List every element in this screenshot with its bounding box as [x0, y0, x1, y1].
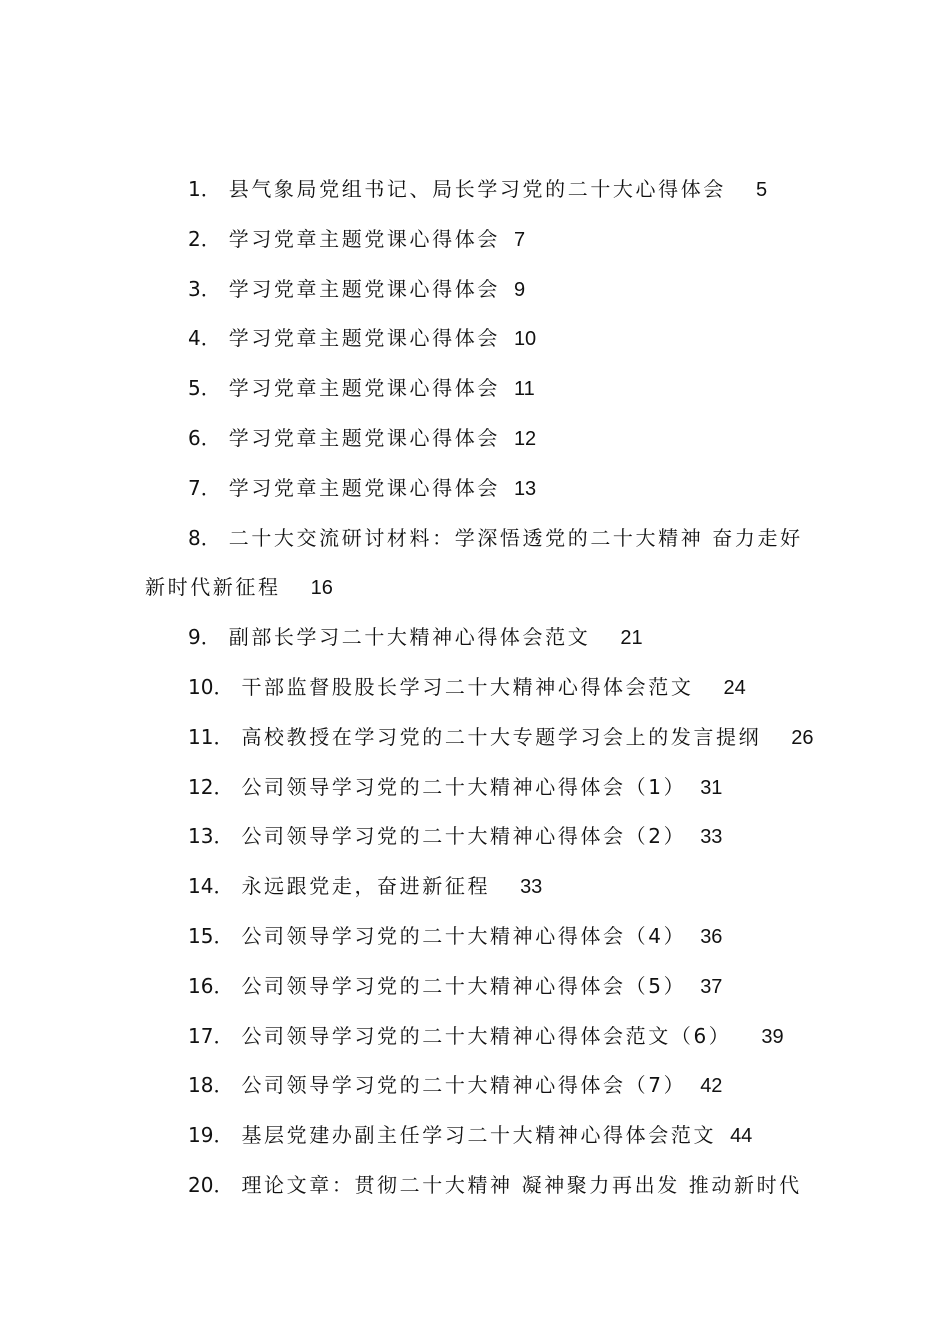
entry-title: 二十大交流研讨材料：学深悟透党的二十大精神 奋力走好	[228, 525, 803, 550]
entry-page: 26	[791, 726, 814, 749]
entry-page: 13	[513, 477, 537, 500]
toc-entry[interactable]	[145, 314, 815, 364]
toc-entry[interactable]	[145, 713, 815, 763]
toc-entry[interactable]	[145, 912, 815, 962]
entry-title: 学习党章主题党课心得体会	[228, 226, 500, 251]
toc-entry[interactable]	[145, 812, 815, 862]
toc-entry[interactable]	[145, 414, 815, 464]
entry-number: 3．	[188, 276, 221, 301]
toc-entry[interactable]	[145, 464, 815, 514]
entry-title: 永远跟党走，奋进新征程	[241, 874, 491, 899]
entry-title: 县气象局党组书记、局长学习党的二十大心得体会	[228, 177, 726, 201]
entry-title: 公司领导学习党的二十大精神心得体会（2）	[241, 824, 687, 849]
entry-title: 公司领导学习党的二十大精神心得体会范文（6）	[241, 1023, 732, 1048]
entry-title: 学习党章主题党课心得体会	[228, 326, 500, 351]
entry-number: 20．	[188, 1172, 234, 1197]
entry-number: 4．	[188, 326, 221, 351]
entry-title: 干部监督股股长学习二十大精神心得体会范文	[241, 674, 694, 699]
entry-page: 21	[620, 627, 643, 650]
entry-page: 42	[700, 1075, 723, 1098]
toc-entry[interactable]	[145, 514, 815, 564]
entry-title: 高校教授在学习党的二十大专题学习会上的发言提纲	[241, 724, 762, 749]
entry-number: 16．	[188, 973, 234, 998]
entry-number: 15．	[188, 923, 234, 948]
entry-number: 7．	[188, 475, 221, 500]
entry-number: 19．	[188, 1123, 234, 1148]
toc-entry[interactable]	[145, 215, 815, 265]
entry-page: 12	[513, 427, 537, 450]
entry-page: 44	[730, 1125, 753, 1148]
toc-entry[interactable]	[145, 613, 815, 663]
entry-title-continued: 新时代新征程	[145, 575, 281, 600]
entry-page: 33	[700, 826, 723, 849]
entry-page: 5	[755, 179, 768, 201]
entry-number: 6．	[188, 425, 221, 450]
entry-page: 36	[700, 925, 723, 948]
toc-entry[interactable]	[145, 763, 815, 813]
entry-number: 9．	[188, 625, 221, 650]
entry-title: 公司领导学习党的二十大精神心得体会（1）	[241, 774, 687, 799]
entry-page: 37	[700, 975, 723, 998]
table-of-contents	[145, 165, 815, 1211]
entry-page: 7	[513, 228, 526, 251]
toc-entry[interactable]	[145, 364, 815, 414]
entry-number: 18．	[188, 1073, 234, 1098]
entry-title: 公司领导学习党的二十大精神心得体会（7）	[241, 1073, 687, 1098]
entry-title: 学习党章主题党课心得体会	[228, 376, 500, 401]
entry-page: 24	[723, 676, 746, 699]
toc-entry[interactable]	[145, 1161, 815, 1211]
entry-number: 13．	[188, 824, 234, 849]
entry-number: 11．	[188, 724, 234, 749]
entry-number: 14．	[188, 874, 234, 899]
entry-page: 33	[520, 876, 543, 899]
entry-number: 10．	[188, 674, 234, 699]
entry-title: 学习党章主题党课心得体会	[228, 276, 500, 301]
entry-title: 学习党章主题党课心得体会	[228, 475, 500, 500]
entry-page: 16	[310, 577, 333, 600]
toc-entry[interactable]	[145, 1061, 815, 1111]
toc-entry[interactable]	[145, 165, 815, 215]
entry-title: 公司领导学习党的二十大精神心得体会（5）	[241, 973, 687, 998]
entry-title: 副部长学习二十大精神心得体会范文	[228, 625, 591, 650]
entry-page: 10	[513, 328, 537, 351]
toc-entry[interactable]	[145, 265, 815, 315]
entry-number: 8．	[188, 525, 221, 550]
toc-entry-continuation[interactable]	[145, 563, 815, 613]
entry-title: 学习党章主题党课心得体会	[228, 425, 500, 450]
entry-title: 理论文章：贯彻二十大精神 凝神聚力再出发 推动新时代	[241, 1172, 802, 1197]
toc-entry[interactable]	[145, 962, 815, 1012]
entry-number: 17．	[188, 1023, 234, 1048]
entry-title: 基层党建办副主任学习二十大精神心得体会范文	[241, 1123, 717, 1148]
entry-title: 公司领导学习党的二十大精神心得体会（4）	[241, 923, 687, 948]
entry-page: 9	[513, 278, 526, 301]
entry-page: 31	[700, 776, 723, 799]
entry-number: 2．	[188, 226, 221, 251]
toc-entry[interactable]	[145, 663, 815, 713]
entry-page: 39	[761, 1025, 784, 1048]
toc-entry[interactable]	[145, 1012, 815, 1062]
entry-number: 5．	[188, 376, 221, 401]
entry-number: 12．	[188, 774, 234, 799]
entry-number: 1．	[188, 177, 221, 201]
toc-entry[interactable]	[145, 1111, 815, 1161]
toc-entry[interactable]	[145, 862, 815, 912]
entry-page: 11	[513, 378, 535, 401]
